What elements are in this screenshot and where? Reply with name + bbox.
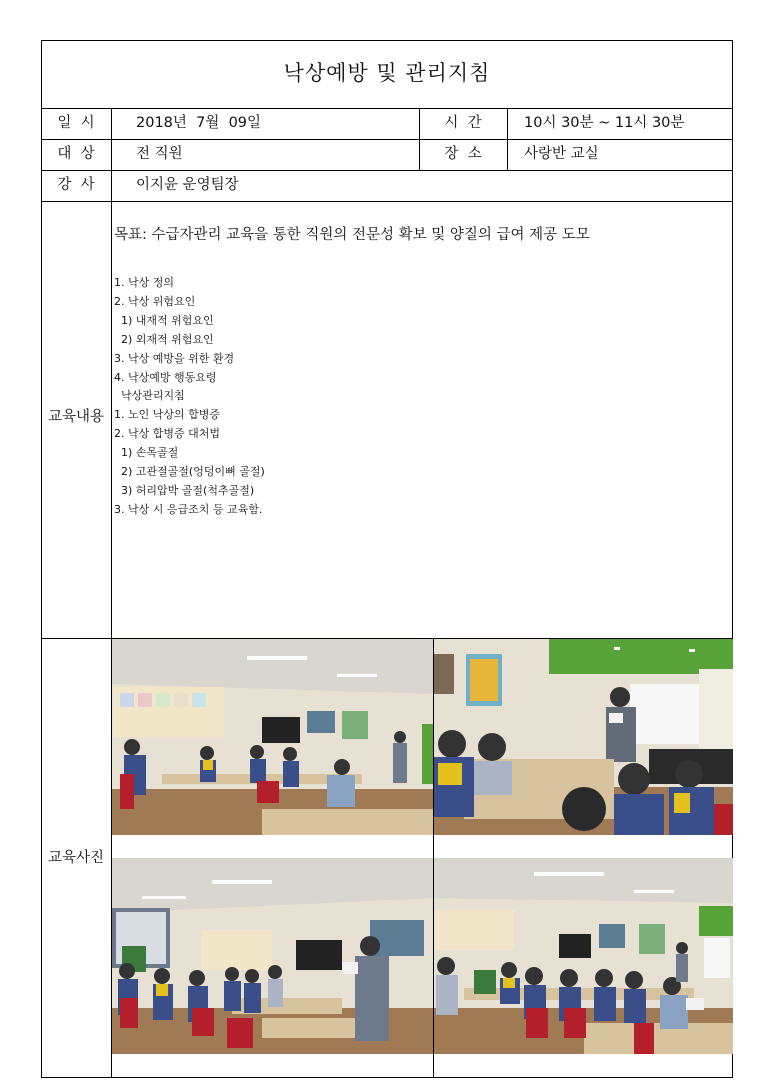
date-label: 일 시 — [57, 115, 95, 131]
content-item: 2) 외재적 위험요인 — [114, 332, 214, 346]
education-goal: 목표: 수급자관리 교육을 통한 직원의 전문성 확보 및 양질의 급여 제공 도모 — [114, 227, 590, 243]
row-divider — [41, 201, 733, 202]
content-item: 2. 낙상 합병증 대처법 — [114, 427, 220, 441]
content-item: 1) 손목골절 — [114, 446, 179, 460]
place-label: 장 소 — [444, 146, 482, 162]
date-value: 2018년 7월 09일 — [136, 115, 262, 131]
classroom-photo-3 — [112, 858, 433, 1054]
content-item: 1) 내재적 위험요인 — [114, 313, 214, 327]
lecturer-label: 강 사 — [57, 177, 95, 193]
content-item: 2. 낙상 위험요인 — [114, 294, 196, 308]
content-item: 1. 낙상 정의 — [114, 276, 174, 289]
time-label: 시 간 — [444, 115, 482, 131]
content-item: 낙상관리지침 — [114, 389, 185, 403]
classroom-photo-4 — [434, 858, 733, 1054]
place-value: 사랑반 교실 — [524, 146, 599, 162]
page-title: 낙상예방 및 관리지침 — [283, 61, 491, 85]
row-divider — [41, 108, 733, 109]
time-value: 10시 30분 ~ 11시 30분 — [524, 115, 685, 131]
row-divider — [41, 139, 733, 140]
lecturer-value: 이지윤 운영팀장 — [136, 177, 239, 193]
content-item: 4. 낙상예방 행동요령 — [114, 370, 217, 384]
classroom-photo-1 — [112, 639, 433, 835]
target-label: 대 상 — [57, 146, 95, 162]
content-label: 교육내용 — [47, 409, 105, 425]
content-item: 3. 낙상 시 응급조치 등 교육함. — [114, 502, 263, 516]
column-divider — [507, 108, 508, 170]
content-list — [114, 274, 265, 520]
content-item: 3) 허리압박 골절(척추골절) — [114, 483, 255, 497]
content-item: 1. 노인 낙상의 합병증 — [114, 408, 220, 422]
photos-label: 교육사진 — [47, 850, 105, 866]
row-divider — [41, 170, 733, 171]
content-item: 3. 낙상 예방을 위한 환경 — [114, 351, 235, 365]
classroom-photo-2 — [434, 639, 733, 835]
target-value: 전 직원 — [136, 146, 183, 162]
content-item: 2) 고관절골절(엉덩이뼈 골절) — [114, 465, 265, 479]
